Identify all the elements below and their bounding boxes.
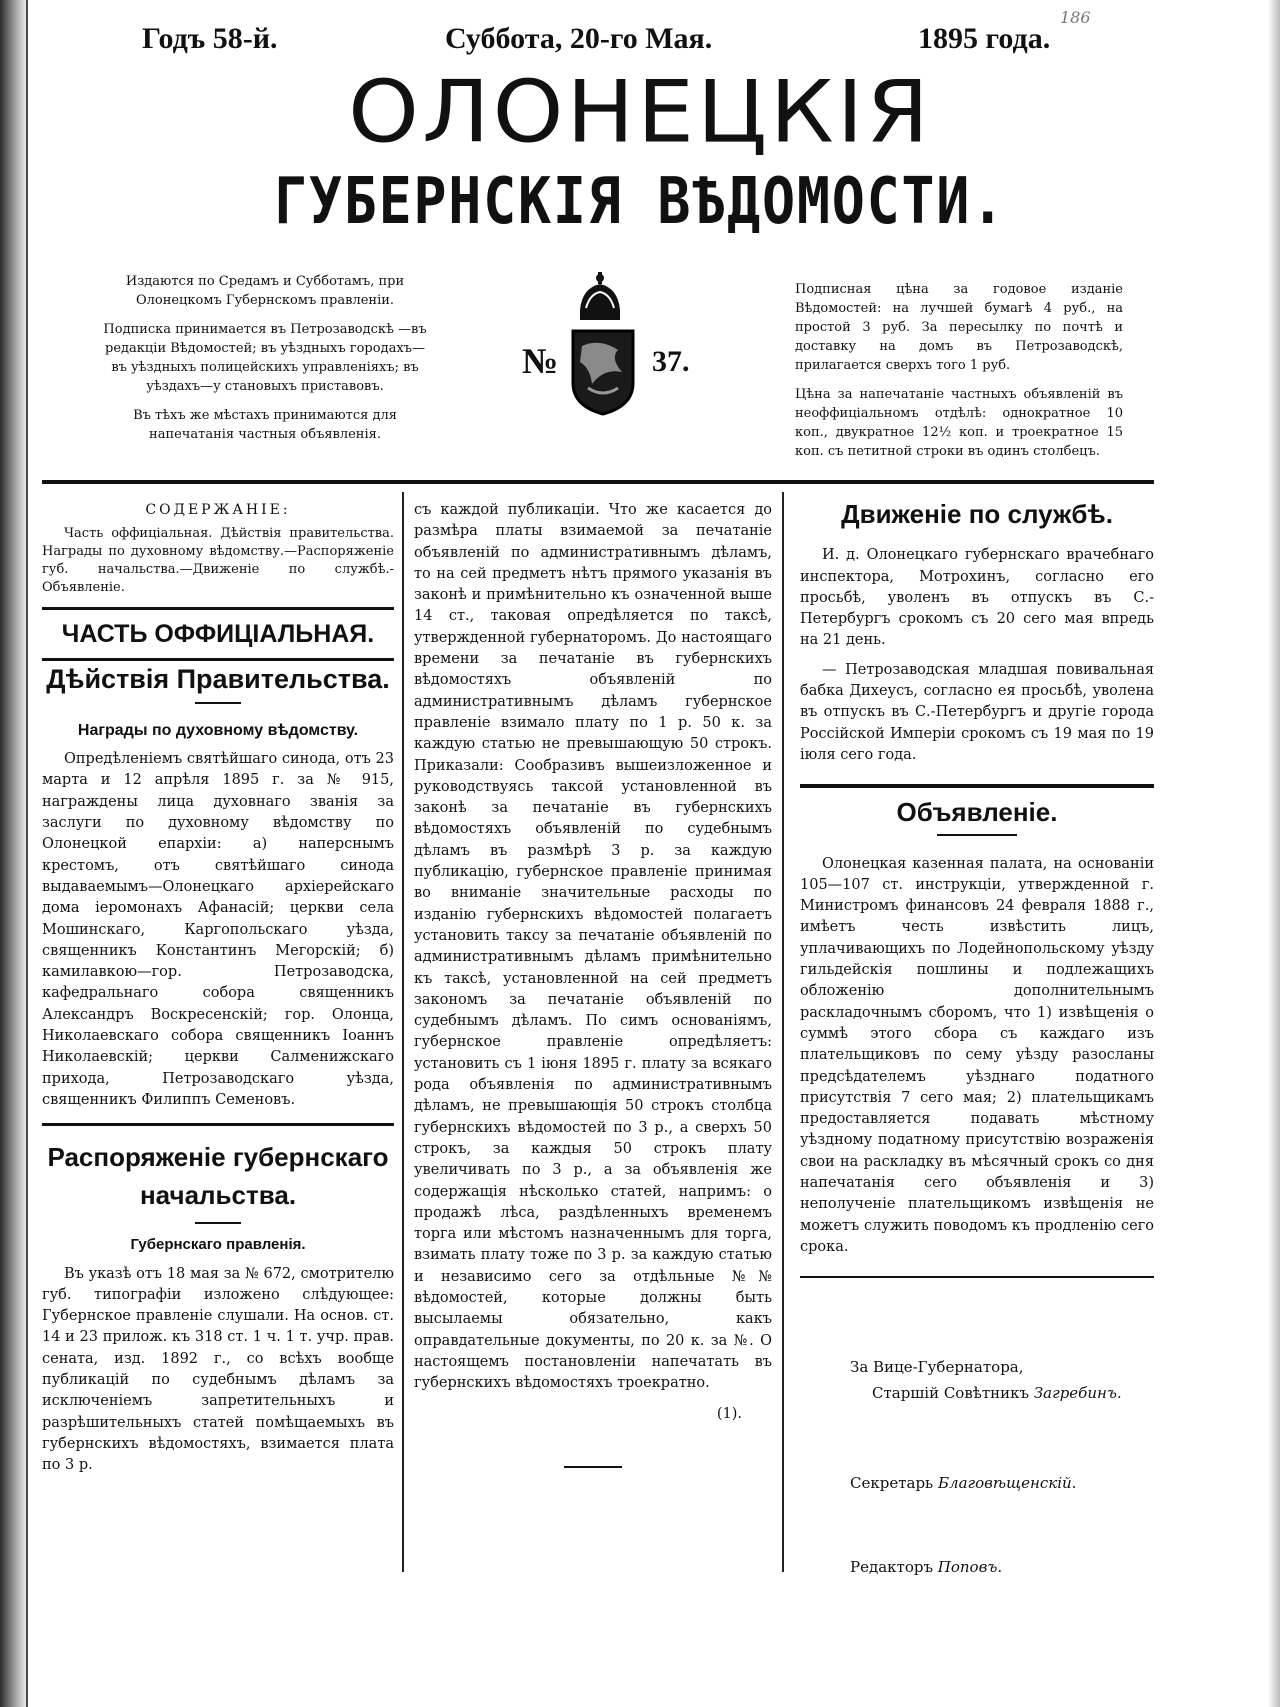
short-rule	[937, 834, 1017, 836]
gov-board-heading: Губернскаго правленія.	[130, 1236, 306, 1254]
ad-price-info: Цѣна за напечатаніе частныхъ объявленій въ неоффиціальномъ отдѣлѣ: однократное 10 коп., двукратное 12½ коп. и троекратное 15 коп. съ петитной строки въ одинъ столбецъ.	[795, 387, 1123, 459]
editor-title: Редакторъ	[850, 1558, 933, 1576]
secretary-name: Благовѣщенскій.	[938, 1474, 1077, 1492]
masthead-right-info	[795, 280, 1123, 471]
rule	[42, 607, 394, 610]
official-part-heading: ЧАСТЬ ОФФИЦІАЛЬНАЯ.	[61, 620, 375, 649]
notice-text: Олонецкая казенная палата, на основаніи 105—107 ст. инструкціи, утвержденной г. Министромъ финансовъ 24 февраля 1888 г., имѣетъ честь извѣстить лицъ, уплачивающихъ по Лодейнопольскому уѣзду гильдейскія пошлины и подлежащихъ обложенію дополнительнымъ раскладочнымъ сборомъ, что 1) извѣщенія о суммѣ этого сбора съ каждаго изъ плательщиковъ по сему уѣзду разосланы предсѣдателемъ уѣзднаго податного присутствія 7 сего мая; 2) плательщикамъ предоставляется подавать мѣстному уѣздному податному присутствію возраженія свои на раскладку въ мѣсячный срокъ со дня напечатанія сего объявленія и 3) неполученіе плательщикомъ извѣщенія не можетъ служить поводомъ къ продленію сего срока.	[800, 855, 1154, 1255]
short-rule	[195, 1222, 241, 1224]
publication-info: Издаются по Средамъ и Субботамъ, при Олонецкомъ Губернскомъ правленіи.	[125, 274, 405, 308]
column-rule-2	[782, 492, 784, 1572]
rule	[42, 658, 394, 661]
movement-heading: Движеніе по службѣ.	[841, 499, 1113, 529]
order-continuation-text: съ каждой публикаціи. Что же касается до размѣра платы взимаемой за печатаніе объявленій по административнымъ дѣламъ, то на сей предметъ нѣтъ прямого указанія въ законѣ и примѣнительно къ означенной выше 14 ст., таковая опредѣляется по таксѣ, утвержденной губернаторомъ. До настоящаго времени за печатаніе въ губернскихъ вѣдомостяхъ объявленій по административнымъ дѣламъ губернское правленіе взимало плату по 1 р. 50 к. за каждую статью не превышающую 50 строкъ. Приказали: Сообразивъ вышеизложенное и руководствуясь таксой установленной въ законѣ за печатаніе въ губернскихъ вѣдомостяхъ объявленій по судебнымъ дѣламъ въ размѣрѣ 3 р. за каждую публикацію, губернское правленіе принимая во вниманіе значительные расходы по изданію губернскихъ вѣдомостей полагаетъ установить таксу за печатаніе объявленій по административнымъ дѣламъ примѣнительно къ таксѣ, установленной на сей предметъ закономъ за печатаніе объявленій по судебнымъ дѣламъ. По симъ основаніямъ, губернское правленіе опредѣляетъ: установить съ 1 іюня 1895 г. плату за всякаго рода объявленія по административнымъ дѣламъ, не превышающія 50 строкъ столбца губернскихъ вѣдомостей по 3 р., а сверхъ 50 строкъ, за каждыя 50 строкъ плату увеличивать по 3 р., а за объявленія же содержащія нѣсколько статей, напримъ: о продажѣ лѣса, раздѣленныхъ временемъ торга или мѣстомъ назначеннымъ для торга, взимать плату тоже по 3 р. за каждую статью и независимо сего за отдѣльные №№ вѣдомостей, которые должны быть высылаемы обязательно, какъ оправдательные документы, по 20 к. за №. О настоящемъ постановленіи напечатать въ губернскихъ вѣдомостяхъ троекратно.	[414, 502, 772, 1392]
issue-year: Годъ 58-й.	[142, 22, 278, 55]
notice-heading: Объявленіе.	[896, 797, 1058, 828]
editor-name: Поповъ.	[937, 1558, 1003, 1576]
coat-of-arms-icon	[570, 328, 636, 416]
secretary-title: Секретарь	[850, 1474, 934, 1492]
footnote-ref: (1).	[716, 1406, 742, 1423]
awards-text: Опредѣленіемъ святѣйшаго синода, отъ 23 марта и 12 апрѣля 1895 г. за № 915, награждены лица духовнаго званія за заслуги по духовному вѣдомству по Олонецкой епархіи: а) наперснымъ крестомъ, отъ святѣйшаго синода выдаваемымъ—Олонецкаго архіерейскаго дома іеромонахъ Афанасій; церкви села Мошинскаго, Каргопольскаго уѣзда, священникъ Константинъ Мегорскій; б) камилавкою—гор. Петрозаводска, кафедральнаго собора священникъ Александръ Воскресенскій; гор. Олонца, Николаевскаго собора священникъ Іоаннъ Николаевскій; церкви Салменижскаго прихода, Петрозаводскаго уѣзда, священникъ Филиппъ Семеновъ.	[42, 751, 394, 1108]
movement-text-1: И. д. Олонецкаго губернскаго врачебнаго инспектора, Мотрохинъ, согласно его просьбѣ, уволенъ въ отпускъ въ С.-Петербургъ срокомъ съ 20 сего мая впредь на 21 день.	[800, 547, 1154, 649]
issue-date: Суббота, 20-го Мая.	[445, 22, 713, 55]
binding-rule	[26, 0, 28, 1707]
senior-advisor-name: Загребинъ.	[1033, 1384, 1122, 1402]
signature-vice-governor: За Вице-Губернатора,	[850, 1358, 1024, 1376]
contents-title: СОДЕРЖАНІЕ:	[145, 502, 291, 518]
movement-text-2: — Петрозаводская младшая повивальная бабка Дихеусъ, согласно ея просьбѣ, уволена въ отпускъ въ С.-Петербургъ и другіе города Россійской Имперіи срокомъ съ 19 мая по 19 іюля сего года.	[800, 661, 1154, 763]
gov-actions-heading: Дѣйствія Правительства.	[46, 663, 390, 694]
crown-icon	[572, 270, 628, 326]
right-page-edge	[1268, 0, 1280, 1707]
archive-page-mark: 186	[1060, 8, 1091, 27]
short-rule	[195, 702, 241, 704]
number-sign: №	[522, 341, 559, 381]
subscription-info: Подписка принимается въ Петрозаводскѣ —въ редакціи Вѣдомостей; въ уѣздныхъ городахъ—въ уѣздныхъ полицейскихъ управленіяхъ; въ уѣздахъ—у становыхъ приставовъ.	[103, 322, 427, 394]
rule	[42, 1123, 394, 1126]
column-2	[414, 500, 772, 1468]
masthead-left-info	[100, 272, 430, 454]
issue-year-full: 1895 года.	[918, 22, 1051, 55]
rule	[800, 784, 1154, 788]
signature-secretary	[850, 1474, 1076, 1492]
contents-text: Часть оффиціальная. Дѣйствія правительства. Награды по духовному вѣдомству.—Распоряженіе губ. начальства.—Движеніе по службѣ.- Объявленіе.	[42, 526, 394, 596]
short-rule	[564, 1466, 622, 1468]
column-1	[42, 500, 394, 1477]
senior-advisor-title: Старшій Совѣтникъ	[872, 1384, 1030, 1402]
ads-info: Въ тѣхъ же мѣстахъ принимаются для напечатанія частныя объявленія.	[133, 408, 397, 442]
awards-heading: Награды по духовному вѣдомству.	[77, 721, 359, 739]
column-3	[800, 500, 1154, 1296]
signature-senior-advisor	[872, 1384, 1122, 1402]
rule	[800, 1276, 1154, 1278]
column-rule-1	[402, 492, 404, 1572]
newspaper-title-line2: ГУБЕРНСКІЯ ВѢДОМОСТИ.	[274, 165, 1006, 239]
order-text: Въ указѣ отъ 18 мая за № 672, смотрителю губ. типографіи изложено слѣдующее: Губернское правленіе слушали. На основ. ст. 14 и 23 прилож. къ 318 ст. 1 ч. 1 т. учр. прав. сената, изд. 1892 г., со всѣхъ вообще публикацій по судебнымъ дѣламъ за исключеніемъ запретительныхъ и разрѣшительныхъ статей помѣщаемыхъ въ губернскихъ вѣдомостяхъ, взимается плата по 3 р.	[42, 1265, 394, 1474]
price-info: Подписная цѣна за годовое изданіе Вѣдомостей: на лучшей бумагѣ 4 руб., на простой 3 руб. За пересылку по почтѣ и доставку на домъ въ Петрозаводскѣ, прилагается сверхъ того 1 руб.	[795, 282, 1123, 373]
page-binding-edge	[0, 0, 26, 1707]
order-heading: Распоряженіе губернскаго начальства.	[47, 1142, 389, 1211]
header-divider	[42, 480, 1154, 484]
signature-editor	[850, 1558, 1002, 1576]
issue-number: 37.	[652, 345, 690, 378]
newspaper-title-line1: ОЛОНЕЦКІЯ	[348, 62, 932, 163]
